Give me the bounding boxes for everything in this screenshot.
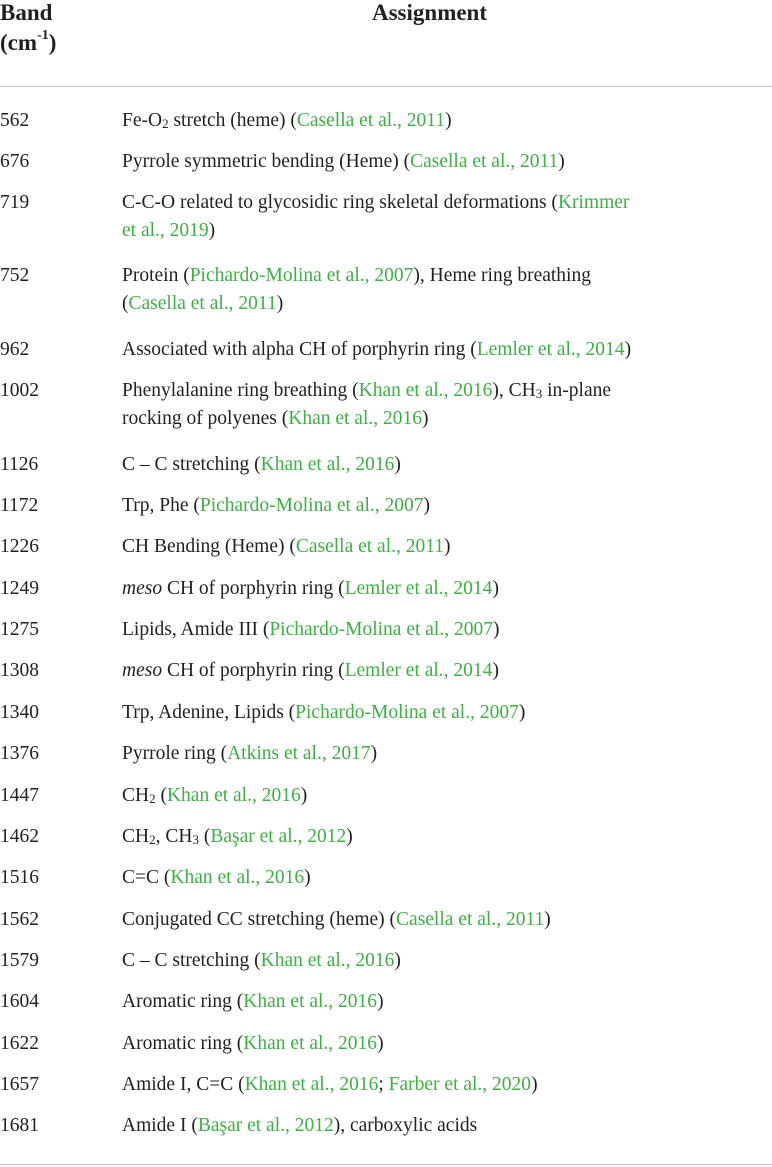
band-value: 1340 xyxy=(0,702,39,723)
citation-link[interactable]: Khan et al., 2016 xyxy=(260,454,395,475)
assignment-text: Lipids, Amide III (Pichardo-Molina et al., 2007) xyxy=(122,619,500,640)
band-value: 1376 xyxy=(0,743,39,764)
band-value: 1622 xyxy=(0,1033,39,1054)
citation-link[interactable]: Casella et al., 2011 xyxy=(396,909,545,930)
assignment-text: $CH_2$ (Khan et al., 2016) xyxy=(122,785,308,806)
assignment-text: Conjugated CC stretching (heme) (Casella et al., 2011) xyxy=(122,909,551,930)
band-value: 1462 xyxy=(0,826,39,847)
table-bottom-rule xyxy=(0,1164,772,1165)
band-value: 1308 xyxy=(0,660,39,681)
band-value: 1172 xyxy=(0,495,39,516)
assignment-text: Aromatic ring (Khan et al., 2016) xyxy=(122,991,384,1012)
band-value: 562 xyxy=(0,110,30,131)
assignment-text: Trp, Phe (Pichardo-Molina et al., 2007) xyxy=(122,495,431,516)
assignment-text: Amide I (Başar et al., 2012), carboxylic acids xyxy=(122,1115,478,1136)
assignment-text: Pyrrole symmetric bending (Heme) (Casella et al., 2011) xyxy=(122,151,565,172)
citation-link[interactable]: Casella et al., 2011 xyxy=(296,110,446,131)
citation-link[interactable]: Khan et al., 2016 xyxy=(243,1033,378,1054)
assignment-text: C – C stretching (Khan et al., 2016) xyxy=(122,950,401,971)
assignment-text: Pyrrole ring (Atkins et al., 2017) xyxy=(122,743,378,764)
citation-link[interactable]: Khan et al., 2016 xyxy=(260,950,395,971)
band-value: 1275 xyxy=(0,619,39,640)
band-column-header xyxy=(0,0,56,58)
assignment-text: CH Bending (Heme) (Casella et al., 2011) xyxy=(122,536,451,557)
band-value: 1447 xyxy=(0,785,39,806)
citation-link[interactable]: Atkins et al., 2017 xyxy=(227,743,371,764)
band-value: 1249 xyxy=(0,578,39,599)
band-value: 962 xyxy=(0,339,30,360)
assignment-text: Trp, Adenine, Lipids (Pichardo-Molina et al., 2007) xyxy=(122,702,526,723)
citation-link[interactable]: Khan et al., 2016 xyxy=(243,991,378,1012)
citation-link[interactable]: Başar et al., 2012 xyxy=(210,826,347,847)
band-value: 1579 xyxy=(0,950,39,971)
band-header-unit: (cm xyxy=(0,30,38,55)
band-header-line1: Band xyxy=(0,0,53,25)
citation-link[interactable]: Casella et al., 2011 xyxy=(410,151,559,172)
citation-link[interactable]: Lemler et al., 2014 xyxy=(344,578,493,599)
citation-link[interactable]: Khan et al., 2016 xyxy=(244,1074,379,1095)
band-value: 1681 xyxy=(0,1115,39,1136)
citation-link[interactable]: Farber et al., 2020 xyxy=(388,1074,532,1095)
citation-link[interactable]: Pichardo-Molina et al., 2007 xyxy=(199,495,424,516)
citation-link[interactable]: Casella et al., 2011 xyxy=(128,292,277,314)
citation-link[interactable]: et al., 2019 xyxy=(122,219,209,241)
assignment-text: Amide I, C=C (Khan et al., 2016; Farber et al., 2020) xyxy=(122,1074,538,1095)
header-divider xyxy=(0,86,772,87)
citation-link[interactable]: Pichardo-Molina et al., 2007 xyxy=(189,265,414,286)
table-header xyxy=(0,0,772,86)
band-header-unit-close: ) xyxy=(48,30,57,55)
assignment-text: Protein (Pichardo-Molina et al., 2007), Heme ring breathing (Casella et al., 2011) xyxy=(122,265,591,314)
assignment-text: $CH_2$, $CH_3$ (Başar et al., 2012) xyxy=(122,826,353,847)
assignment-text: C=C (Khan et al., 2016) xyxy=(122,867,311,888)
citation-link[interactable]: Khan et al., 2016 xyxy=(166,785,301,806)
citation-link[interactable]: Khan et al., 2016 xyxy=(358,380,493,401)
assignment-text: C-C-O related to glycosidic ring skeletal deformations (Krimmer et al., 2019) xyxy=(122,192,630,241)
citation-link[interactable]: Khan et al., 2016 xyxy=(170,867,305,888)
band-value: 752 xyxy=(0,265,30,286)
citation-link[interactable]: Khan et al., 2016 xyxy=(288,407,423,429)
assignment-text: C – C stretching (Khan et al., 2016) xyxy=(122,454,401,475)
citation-link[interactable]: Pichardo-Molina et al., 2007 xyxy=(295,702,519,723)
band-header-unit-exponent: -1 xyxy=(37,28,49,44)
citation-link[interactable]: Başar et al., 2012 xyxy=(197,1115,334,1136)
citation-link[interactable]: Pichardo-Molina et al., 2007 xyxy=(269,619,493,640)
band-value: 1604 xyxy=(0,991,39,1012)
band-value: 1126 xyxy=(0,454,39,475)
assignment-text: meso CH of porphyrin ring (Lemler et al., 2014) xyxy=(122,660,499,681)
band-value: 1226 xyxy=(0,536,39,557)
assignment-text: Associated with alpha CH of porphyrin ring (Lemler et al., 2014) xyxy=(122,339,632,360)
citation-link[interactable]: Krimmer xyxy=(557,192,630,213)
citation-link[interactable]: Lemler et al., 2014 xyxy=(344,660,493,681)
band-value: 1516 xyxy=(0,867,39,888)
band-value: 676 xyxy=(0,151,30,172)
assignment-text: Aromatic ring (Khan et al., 2016) xyxy=(122,1033,384,1054)
assignment-text: Phenylalanine ring breathing (Khan et al., 2016), $CH_3$ in-plane rocking of polyenes (Khan et al., 2016) xyxy=(122,380,612,429)
band-value: 719 xyxy=(0,192,30,213)
band-value: 1657 xyxy=(0,1074,39,1095)
citation-link[interactable]: Lemler et al., 2014 xyxy=(476,339,625,360)
assignment-text: meso CH of porphyrin ring (Lemler et al., 2014) xyxy=(122,578,499,599)
band-value: 1002 xyxy=(0,380,39,401)
assignment-text: $Fe-O_2$ stretch (heme) (Casella et al., 2011) xyxy=(122,110,452,131)
citation-link[interactable]: Casella et al., 2011 xyxy=(295,536,445,557)
assignment-column-header: Assignment xyxy=(372,0,488,25)
band-value: 1562 xyxy=(0,909,39,930)
